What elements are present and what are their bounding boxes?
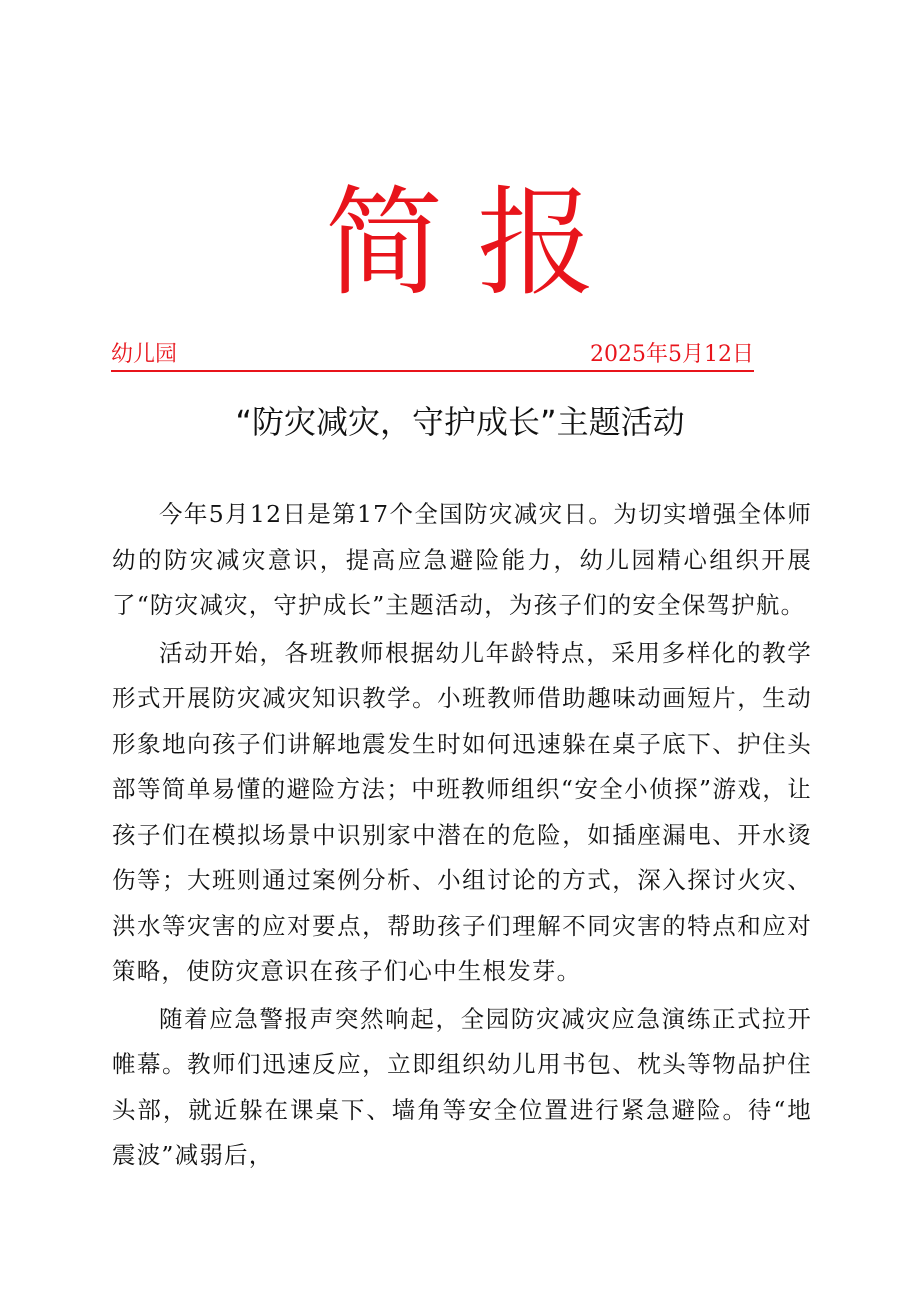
issuer-unit: 幼儿园 bbox=[111, 342, 178, 367]
masthead-title: 简报 bbox=[324, 174, 629, 312]
issuer-line bbox=[111, 340, 754, 372]
article-paragraph-3: 随着应急警报声突然响起，全园防灾减灾应急演练正式拉开帷幕。教师们迅速反应，立即组织幼儿用书包、枕头等物品护住头部，就近躲在课桌下、墙角等安全位置进行紧急避险。待“地震波”减弱后， bbox=[112, 1004, 812, 1169]
issue-date: 2025年5月12日 bbox=[590, 342, 754, 367]
article-body bbox=[112, 492, 812, 1181]
article-paragraph-2: 活动开始，各班教师根据幼儿年龄特点，采用多样化的教学形式开展防灾减灾知识教学。小班教师借助趣味动画短片，生动形象地向孩子们讲解地震发生时如何迅速躲在桌子底下、护住头部等简单易懂的避险方法；中班教师组织“安全小侦探”游戏，让孩子们在模拟场景中识别家中潜在的危险，如插座漏电、开水烫伤等；大班则通过案例分析、小组讨论的方式，深入探讨火灾、洪水等灾害的应对要点，帮助孩子们理解不同灾害的特点和应对策略，使防灾意识在孩子们心中生根发芽。 bbox=[112, 638, 812, 985]
article-headline: “防灾减灾，守护成长”主题活动 bbox=[235, 403, 685, 441]
article-paragraph-1: 今年5月12日是第17个全国防灾减灾日。为切实增强全体师幼的防灾减灾意识，提高应急避险能力，幼儿园精心组织开展了“防灾减灾，守护成长”主题活动，为孩子们的安全保驾护航。 bbox=[112, 500, 812, 619]
